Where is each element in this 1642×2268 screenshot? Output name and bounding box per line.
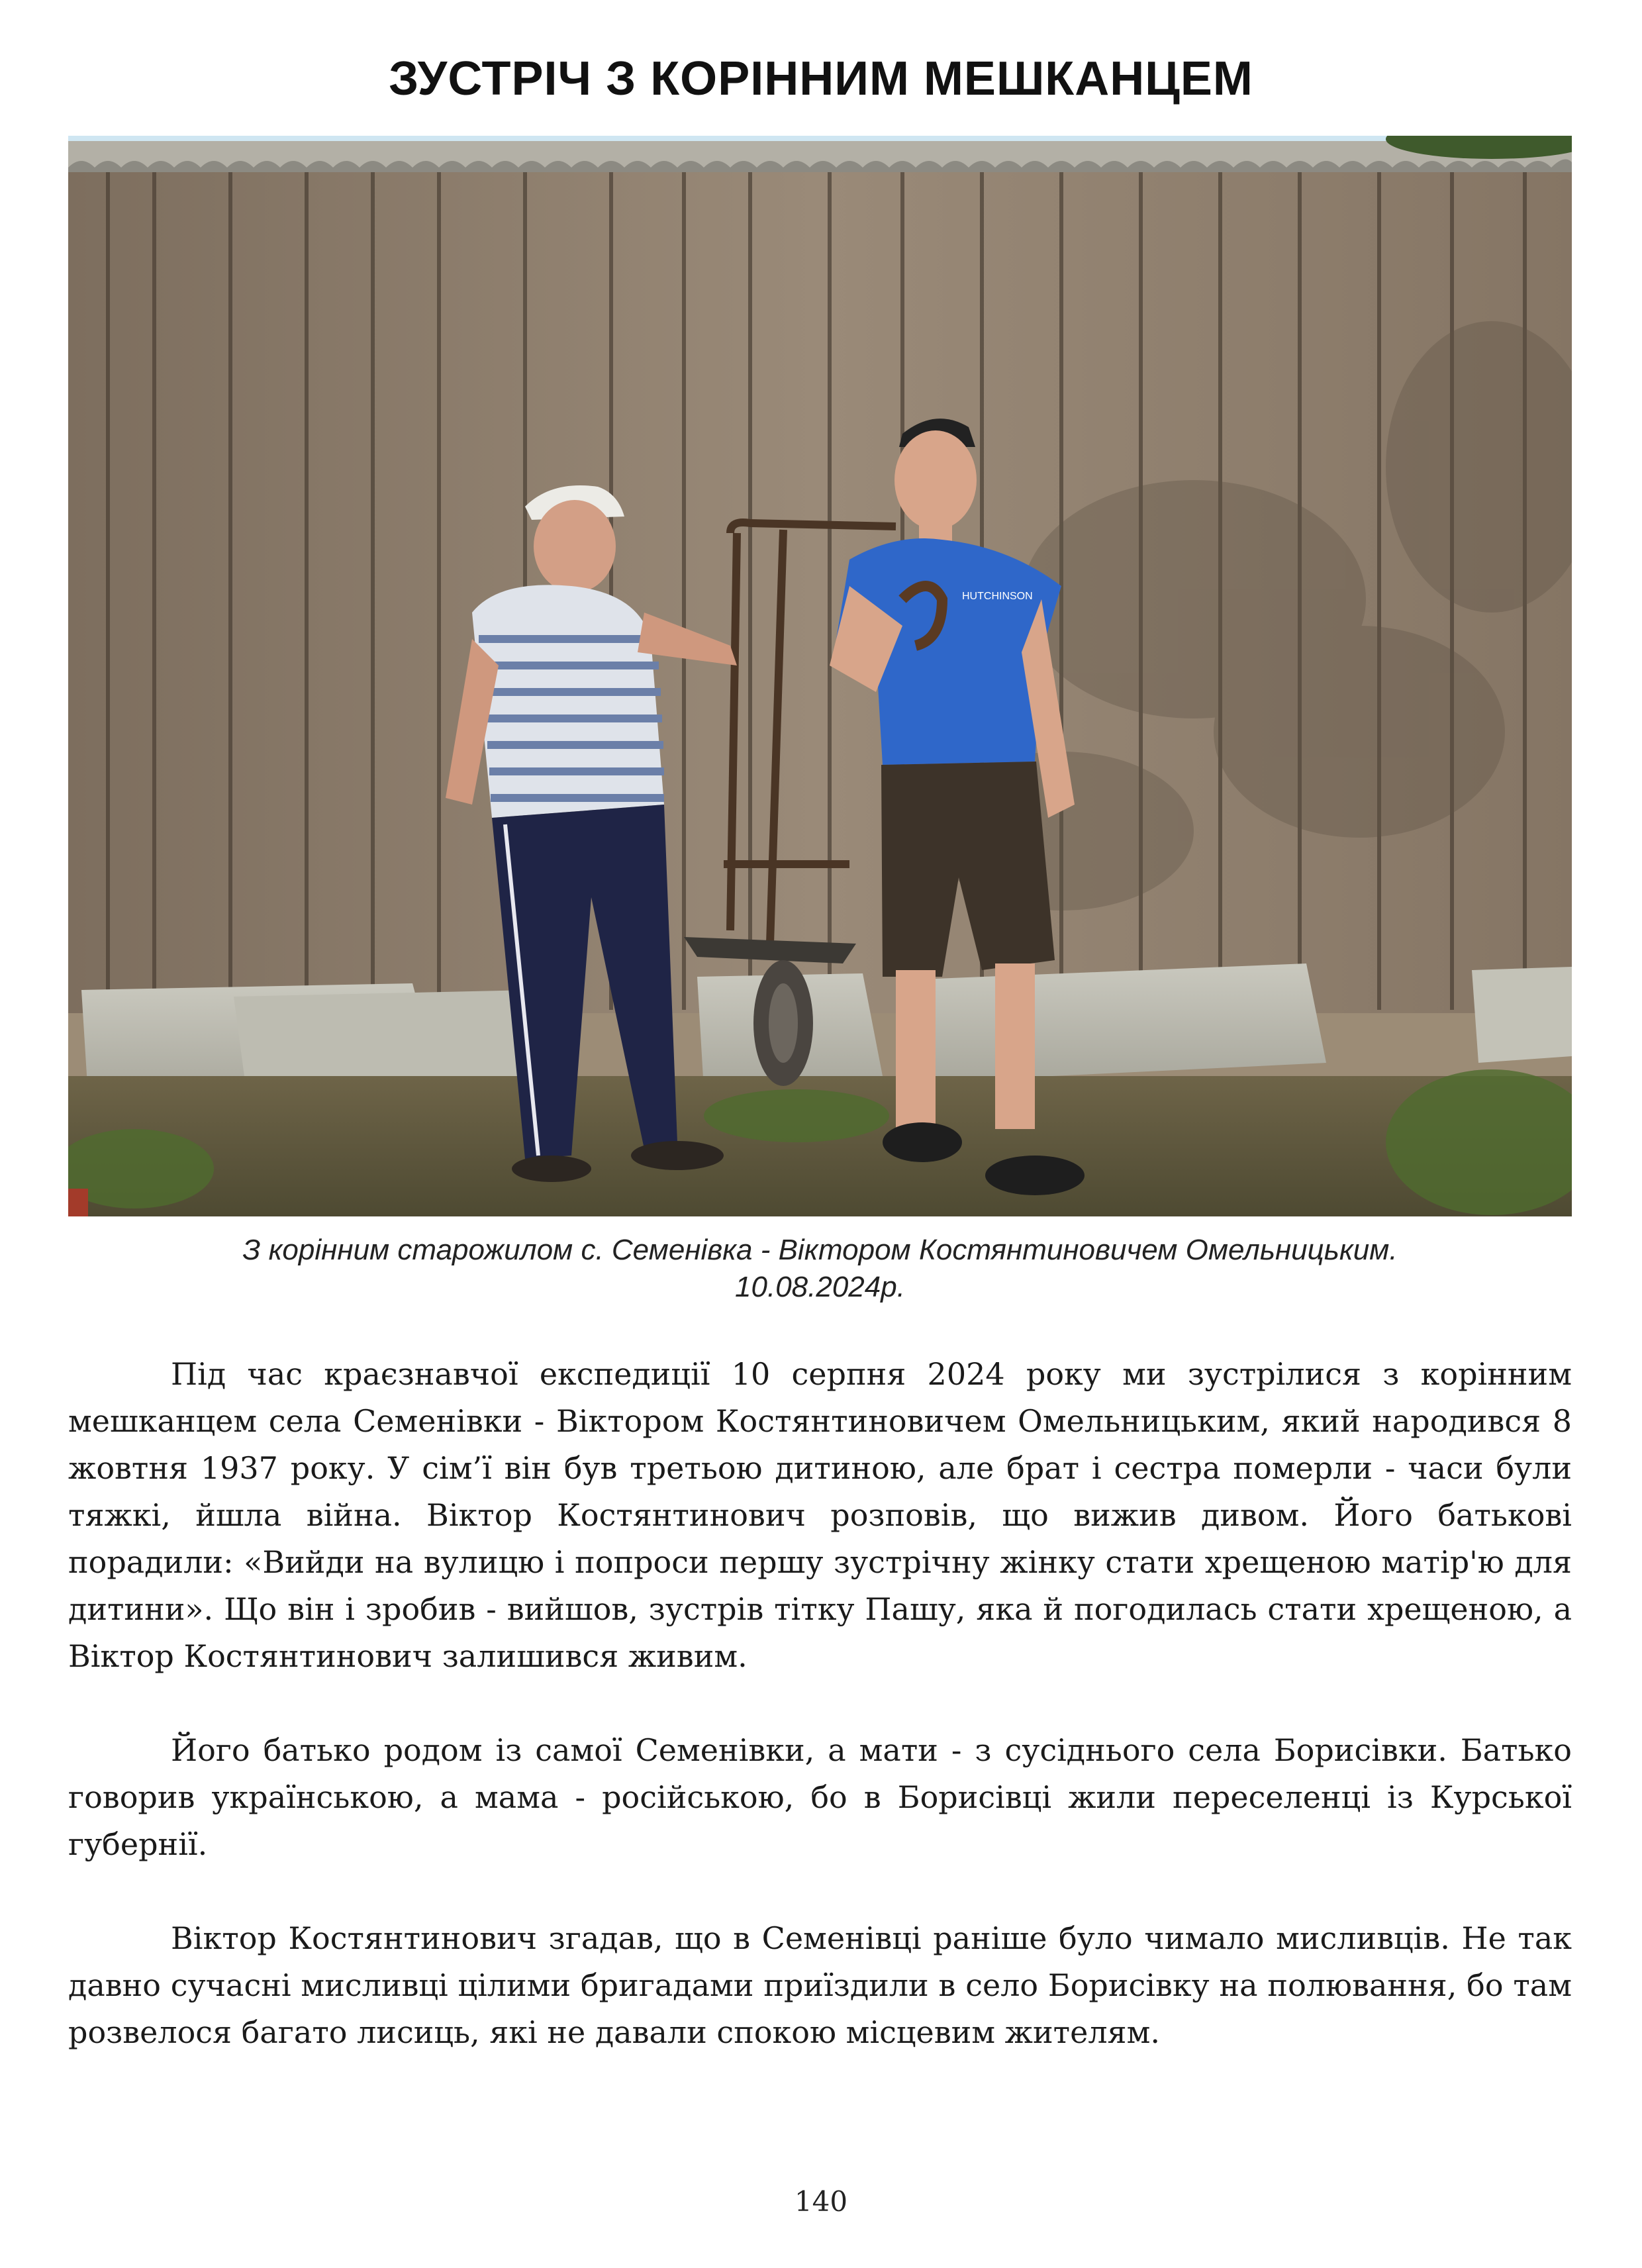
shirt-logo: HUTCHINSON [962,591,1033,602]
photo-two-men-at-fence [68,136,1572,1216]
page-number: 140 [794,2185,848,2218]
page-title: ЗУСТРІЧ З КОРІННИМ МЕШКАНЦЕМ [389,52,1253,105]
paragraph-2: Його батько родом із самої Семенівки, а мати - з сусіднього села Борисівки. Батько говорив українською, а мама - російською, бо в Борисівці жили переселенці із Курської губернії. [68,1732,1572,1862]
paragraph-3: Віктор Костянтинович згадав, що в Семенівці раніше було чимало мисливців. Не так давно сучасні мисливці цілими бригадами приїздили в село Борисівку на полювання, бо там розвелося багато лисиць, які не давали спокою місцевим жителям. [68,1920,1572,2050]
caption-line-1: З корінним старожилом с. Семенівка - Віктором Костянтиновичем Омельницьким. [242,1234,1398,1266]
body-text [68,1351,1572,2103]
paragraph-1: Під час краєзнавчої експедиції 10 серпня 2024 року ми зустрілися з корінним мешканцем села Семенівки - Віктором Костянтиновичем Омельницьким, який народився 8 жовтня 1937 року. У сім’ї він був третьою дитиною, але брат і сестра померли - часи були тяжкі, йшла війна. Віктор Костянтинович розповів, що вижив дивом. Його батькові порадили: «Вийди на вулицю і попроси першу зустрічну жінку стати хрещеною матір'ю для дитини». Що він і зробив - вийшов, зустрів тітку Пашу, яка й погодилась стати хрещеною, а Віктор Костянтинович залишився живим. [68,1356,1572,1674]
caption-line-2: 10.08.2024р. [735,1271,905,1303]
photo-caption [68,1232,1572,1306]
